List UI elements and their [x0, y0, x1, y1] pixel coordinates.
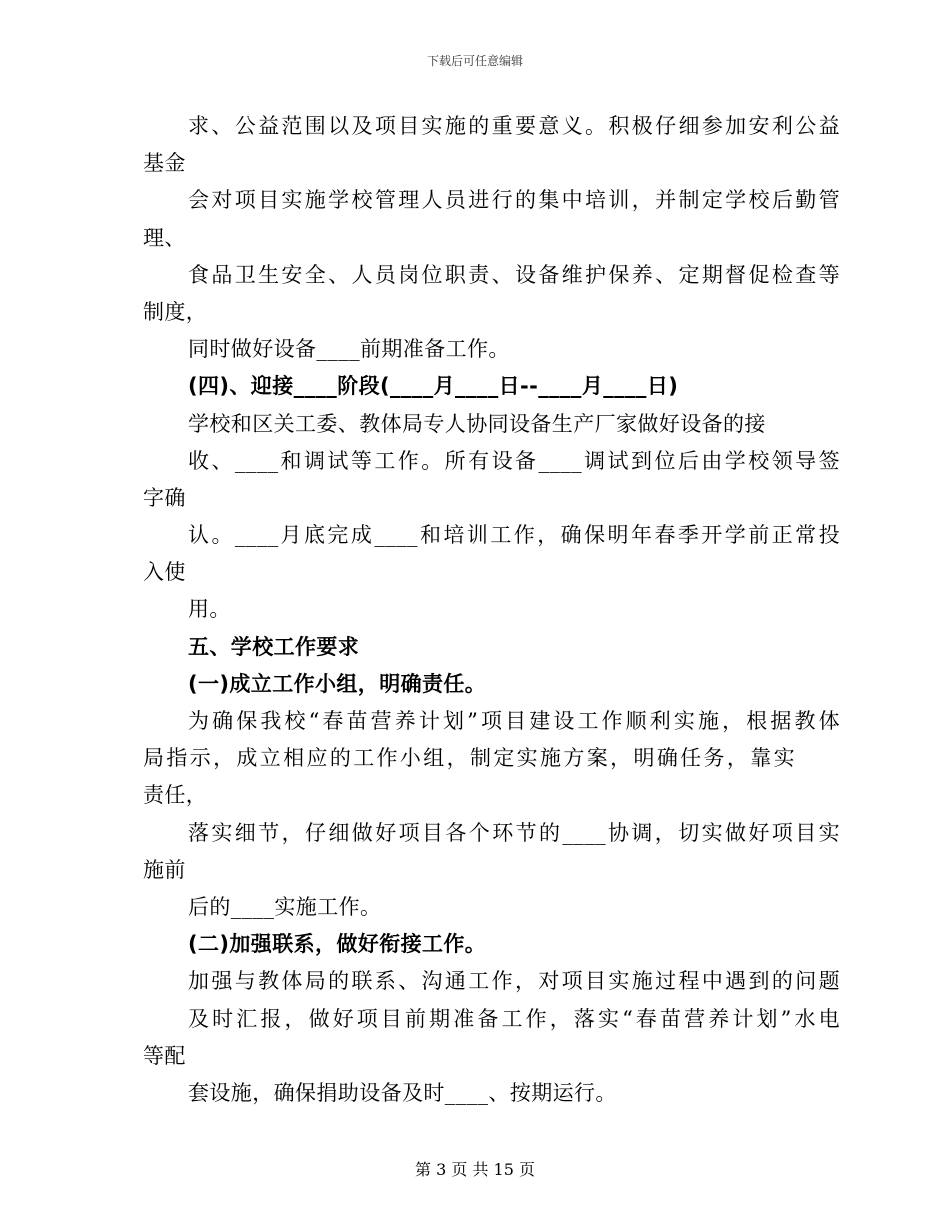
paragraph-line: 收、____和调试等工作。所有设备____调试到位后由学校领导签	[188, 448, 840, 473]
paragraph-line: 责任，	[143, 783, 208, 808]
paragraph-line: 入使	[143, 560, 186, 585]
paragraph-line: 局指示，成立相应的工作小组，制定实施方案，明确任务，靠实	[143, 746, 795, 771]
subsection-heading-2: (二)加强联系，做好衔接工作。	[188, 932, 487, 957]
paragraph-line: 用。	[188, 597, 231, 622]
page-number: 第 3 页 共 15 页	[415, 1160, 535, 1179]
paragraph-line: 理、	[143, 225, 186, 250]
page-header: 下载后可任意编辑	[426, 54, 523, 68]
section-heading-4: (四)、迎接____阶段(____月____日--____月____日)	[188, 374, 679, 399]
paragraph-line: 落实细节，仔细做好项目各个环节的____协调，切实做好项目实	[188, 820, 840, 845]
paragraph-line: 制度，	[143, 299, 208, 324]
paragraph-line: 求、公益范围以及项目实施的重要意义。积极仔细参加安利公益	[188, 114, 840, 138]
paragraph-line: 为确保我校“春苗营养计划”项目建设工作顺利实施，根据教体	[188, 709, 840, 733]
paragraph-line: 学校和区关工委、教体局专人协同设备生产厂家做好设备的接	[188, 411, 766, 436]
paragraph-line: 食品卫生安全、人员岗位职责、设备维护保养、定期督促检查等	[188, 262, 840, 287]
document-body	[143, 108, 840, 1112]
section-heading-5: 五、学校工作要求	[188, 634, 360, 659]
paragraph-line: 等配	[143, 1043, 186, 1068]
paragraph-line: 后的____实施工作。	[188, 894, 382, 919]
paragraph-line: 套设施，确保捐助设备及时____、按期运行。	[188, 1080, 617, 1105]
paragraph-line: 施前	[143, 857, 186, 882]
paragraph-line: 及时汇报，做好项目前期准备工作，落实“春苗营养计划”水电	[188, 1006, 840, 1031]
subsection-heading-1: (一)成立工作小组，明确责任。	[188, 671, 487, 696]
paragraph-line: 同时做好设备____前期准备工作。	[188, 337, 510, 362]
paragraph-line: 基金	[143, 151, 186, 176]
paragraph-line: 会对项目实施学校管理人员进行的集中培训，并制定学校后勤管	[188, 188, 840, 213]
paragraph-line: 认。____月底完成____和培训工作，确保明年春季开学前正常投	[188, 523, 840, 548]
paragraph-line: 加强与教体局的联系、沟通工作，对项目实施过程中遇到的问题	[188, 969, 840, 994]
paragraph-line: 字确	[143, 485, 186, 510]
